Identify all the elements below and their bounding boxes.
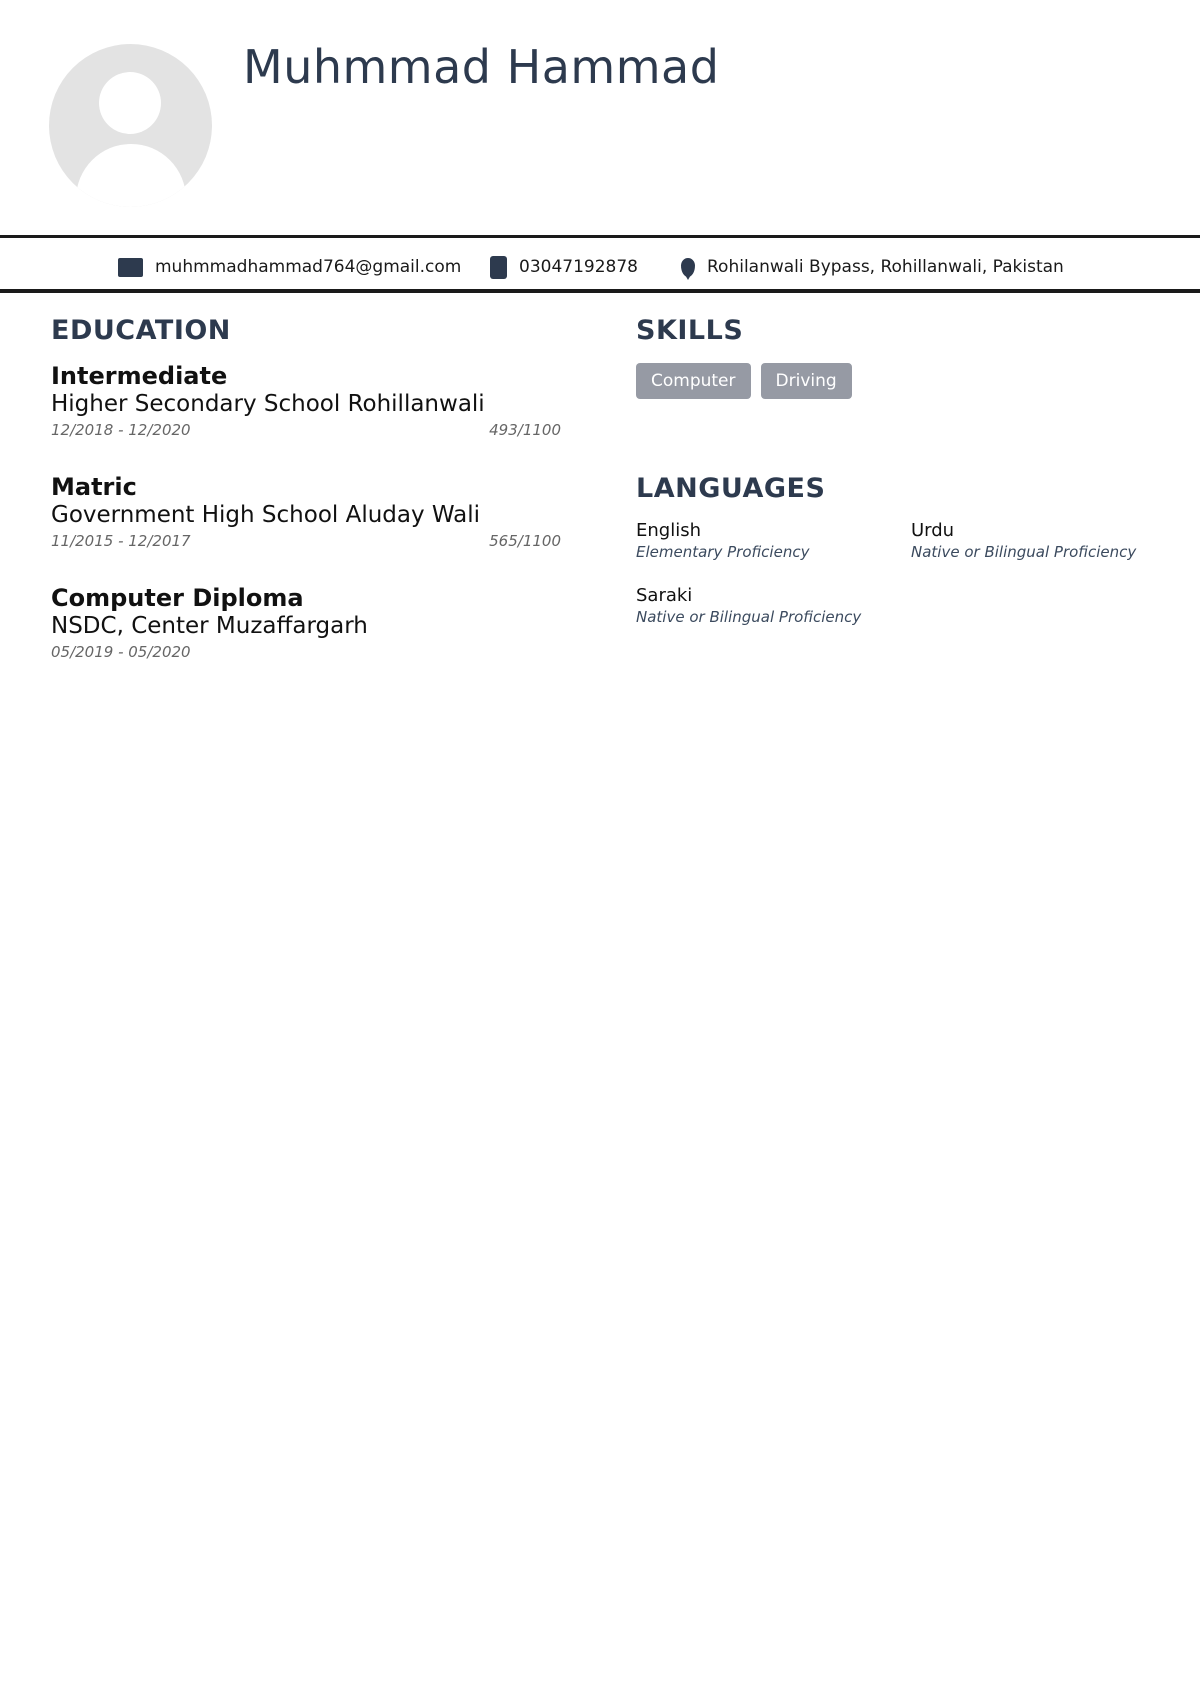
language-item (636, 585, 896, 627)
language-name: Saraki (636, 585, 693, 606)
language-level: Elementary Proficiency (636, 543, 810, 561)
language-name: Urdu (911, 520, 955, 541)
phone-text: 03047192878 (519, 257, 638, 277)
email-text: muhmmadhammad764@gmail.com (155, 257, 462, 277)
phone-icon (490, 256, 507, 279)
contact-phone[interactable] (490, 255, 638, 279)
education-heading: EDUCATION (51, 315, 231, 346)
location-pin-icon (681, 258, 695, 277)
education-dates: 12/2018 - 12/2020 (51, 421, 191, 439)
language-item (636, 520, 896, 562)
avatar (49, 44, 212, 207)
education-school: Government High School Aluday Wali (51, 502, 481, 528)
education-entry (51, 584, 561, 665)
education-degree: Matric (51, 473, 137, 501)
education-meta (51, 643, 561, 665)
contact-address (681, 255, 1064, 279)
language-name: English (636, 520, 701, 541)
education-entry (51, 362, 561, 443)
language-level: Native or Bilingual Proficiency (636, 608, 862, 626)
education-degree: Computer Diploma (51, 584, 304, 612)
languages-heading: LANGUAGES (636, 473, 826, 504)
education-grade: 493/1100 (489, 421, 561, 439)
address-text: Rohilanwali Bypass, Rohillanwali, Pakistan (707, 257, 1064, 277)
skills-heading: SKILLS (636, 315, 744, 346)
education-meta (51, 421, 561, 443)
education-dates: 11/2015 - 12/2017 (51, 532, 191, 550)
skill-tag: Driving (761, 363, 852, 399)
contact-email[interactable] (118, 255, 461, 279)
candidate-name: Muhmmad Hammad (243, 40, 720, 94)
education-dates: 05/2019 - 05/2020 (51, 643, 191, 661)
education-school: NSDC, Center Muzaffargarh (51, 613, 368, 639)
language-item (911, 520, 1171, 562)
avatar-body-shape (76, 144, 186, 207)
education-school: Higher Secondary School Rohillanwali (51, 391, 485, 417)
skills-list (636, 363, 852, 399)
skill-tag: Computer (636, 363, 751, 399)
language-level: Native or Bilingual Proficiency (911, 543, 1137, 561)
education-grade: 565/1100 (489, 532, 561, 550)
avatar-head-shape (99, 72, 161, 134)
education-entry (51, 473, 561, 554)
education-degree: Intermediate (51, 362, 228, 390)
contact-bar (0, 235, 1200, 293)
education-meta (51, 532, 561, 554)
mail-icon (118, 258, 143, 277)
